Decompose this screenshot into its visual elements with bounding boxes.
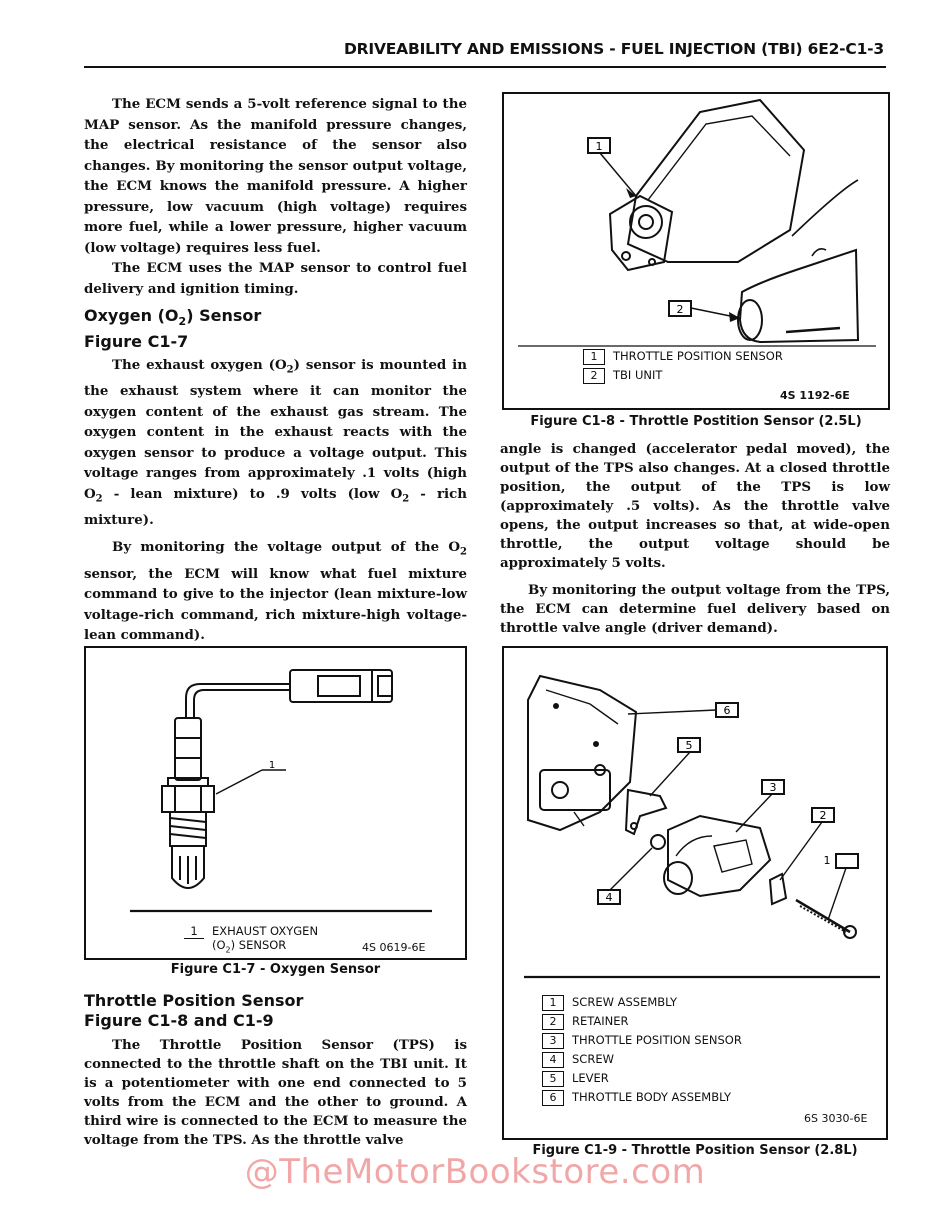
fig-c1-8-code: 4S 1192-6E xyxy=(780,389,850,402)
legend-number-box: 2 xyxy=(583,368,605,384)
paragraph-map-control: The ECM uses the MAP sensor to control fuel delivery and ignition timing. xyxy=(84,260,467,297)
legend-label: RETAINER xyxy=(572,1014,629,1028)
fig-c1-8-caption: Figure C1-8 - Throttle Postition Sensor (2.5L) xyxy=(530,414,862,429)
paragraph-map-sensor: The ECM sends a 5-volt reference signal to the MAP sensor. As the manifold pressure changes, the electrical resistance of the sensor also changes. By monitoring the sensor output voltage, the ECM knows the manifold pressure. A higher pressure, low vacuum (high voltage) requires more fuel, while a lower pressure, higher vacuum (low voltage) requires less fuel. xyxy=(84,96,467,256)
o2-heading-line2: Figure C1-7 xyxy=(84,332,189,352)
paragraph-tps-intro: The Throttle Position Sensor (TPS) is connected to the throttle shaft on the TBI unit. It is a potentiometer with one end connected to 5 volts from the ECM and the other to ground. A third wire is connected to the ECM to measure the voltage from the TPS. As the throttle valve xyxy=(84,1037,467,1148)
fig-c1-8-callout-2: 2 xyxy=(676,303,684,316)
fig-c1-9-legend-row xyxy=(542,1050,742,1069)
header-rule xyxy=(84,66,886,68)
legend-label: THROTTLE POSITION SENSOR xyxy=(572,1033,742,1047)
fig-c1-8-legend-row xyxy=(583,347,783,366)
figure-c1-7-frame xyxy=(84,646,467,960)
legend-label: THROTTLE POSITION SENSOR xyxy=(613,349,783,363)
legend-label: TBI UNIT xyxy=(613,368,663,382)
fig-c1-8-callout-1: 1 xyxy=(595,140,603,153)
o2-sensor-heading xyxy=(84,306,467,352)
paragraph-o2-mounting: The exhaust oxygen $(O_2)$ sensor is mounted in the exhaust system where it can monitor the oxygen content of the exhaust gas stream. The oxygen content in the exhaust reacts with the oxygen sensor to produce a voltage output. This voltage ranges from approximately .1 volts (high $O_2$ - lean mixture) to .9 volts (low $O_2$ - rich mixture). xyxy=(84,357,467,528)
watermark: @TheMotorBookstore.com xyxy=(244,1152,706,1192)
fig-c1-9-callout-4: 4 xyxy=(605,891,613,904)
fig-c1-8-legend xyxy=(583,347,783,385)
legend-label: SCREW xyxy=(572,1052,614,1066)
paragraph-o2-monitoring: By monitoring the voltage output of the $O_2$ sensor, the ECM will know what fuel mixture command to give to the injector (lean mixture-low voltage-rich command, rich mixture-high voltage-lean command). xyxy=(84,539,467,644)
legend-label: LEVER xyxy=(572,1071,609,1085)
fig-c1-9-callout-3: 3 xyxy=(769,781,777,794)
fig-c1-9-legend-row xyxy=(542,1069,742,1088)
fig-c1-9-callout-5: 5 xyxy=(685,739,693,752)
o2-heading-line1: Oxygen $(O_2)$ Sensor xyxy=(84,306,262,329)
left-column-o2 xyxy=(84,355,467,646)
fig-c1-9-legend-row xyxy=(542,1012,742,1031)
legend-number-box: 3 xyxy=(542,1033,564,1049)
left-column-top xyxy=(84,94,467,299)
fig-c1-9-legend-row xyxy=(542,1088,742,1107)
tps-heading xyxy=(84,991,467,1031)
legend-number-box: 6 xyxy=(542,1090,564,1106)
paragraph-tps-output: angle is changed (accelerator pedal moved), the output of the TPS also changes. At a closed throttle position, the output of the TPS is low (approximately .5 volts). As the throttle valve opens, the output increases so that, at wide-open throttle, the output voltage should be approximately 5 volts. xyxy=(500,441,890,571)
fig-c1-7-legend xyxy=(184,924,319,955)
tps-heading-line1: Throttle Position Sensor xyxy=(84,991,304,1010)
fig-c1-9-legend xyxy=(542,993,742,1107)
paragraph-tps-monitoring: By monitoring the output voltage from the TPS, the ECM can determine fuel delivery based on throttle valve angle (driver demand). xyxy=(500,582,890,636)
legend-number-box: 1 xyxy=(542,995,564,1011)
legend-number-box: 1 xyxy=(583,349,605,365)
fig-c1-7-callout-1: 1 xyxy=(268,760,276,771)
fig-c1-9-code: 6S 3030-6E xyxy=(804,1112,868,1125)
legend-number-box: 5 xyxy=(542,1071,564,1087)
fig-c1-9-legend-row xyxy=(542,1031,742,1050)
page-header: DRIVEABILITY AND EMISSIONS - FUEL INJECTION (TBI) 6E2-C1-3 xyxy=(344,40,884,58)
fig-c1-9-callout-6: 6 xyxy=(723,704,731,717)
fig-c1-7-legend-line2: $(O_2)$ SENSOR xyxy=(212,938,287,955)
fig-c1-8-legend-row xyxy=(583,366,783,385)
fig-c1-7-legend-number: 1 xyxy=(184,924,204,939)
legend-number-box: 4 xyxy=(542,1052,564,1068)
right-column-text xyxy=(500,440,890,638)
fig-c1-9-callout-1: 1 xyxy=(823,854,831,867)
fig-c1-9-callout-2: 2 xyxy=(819,809,827,822)
legend-label: THROTTLE BODY ASSEMBLY xyxy=(572,1090,731,1104)
tps-heading-line2: Figure C1-8 and C1-9 xyxy=(84,1011,274,1030)
legend-number-box: 2 xyxy=(542,1014,564,1030)
left-column-tps xyxy=(84,1036,467,1150)
legend-label: SCREW ASSEMBLY xyxy=(572,995,678,1009)
fig-c1-7-code: 4S 0619-6E xyxy=(362,941,426,954)
fig-c1-9-legend-row xyxy=(542,993,742,1012)
fig-c1-7-caption: Figure C1-7 - Oxygen Sensor xyxy=(170,962,381,977)
fig-c1-9-caption: Figure C1-9 - Throttle Position Sensor (2.8L) xyxy=(532,1143,858,1158)
fig-c1-7-legend-label: EXHAUST OXYGEN xyxy=(212,924,319,938)
